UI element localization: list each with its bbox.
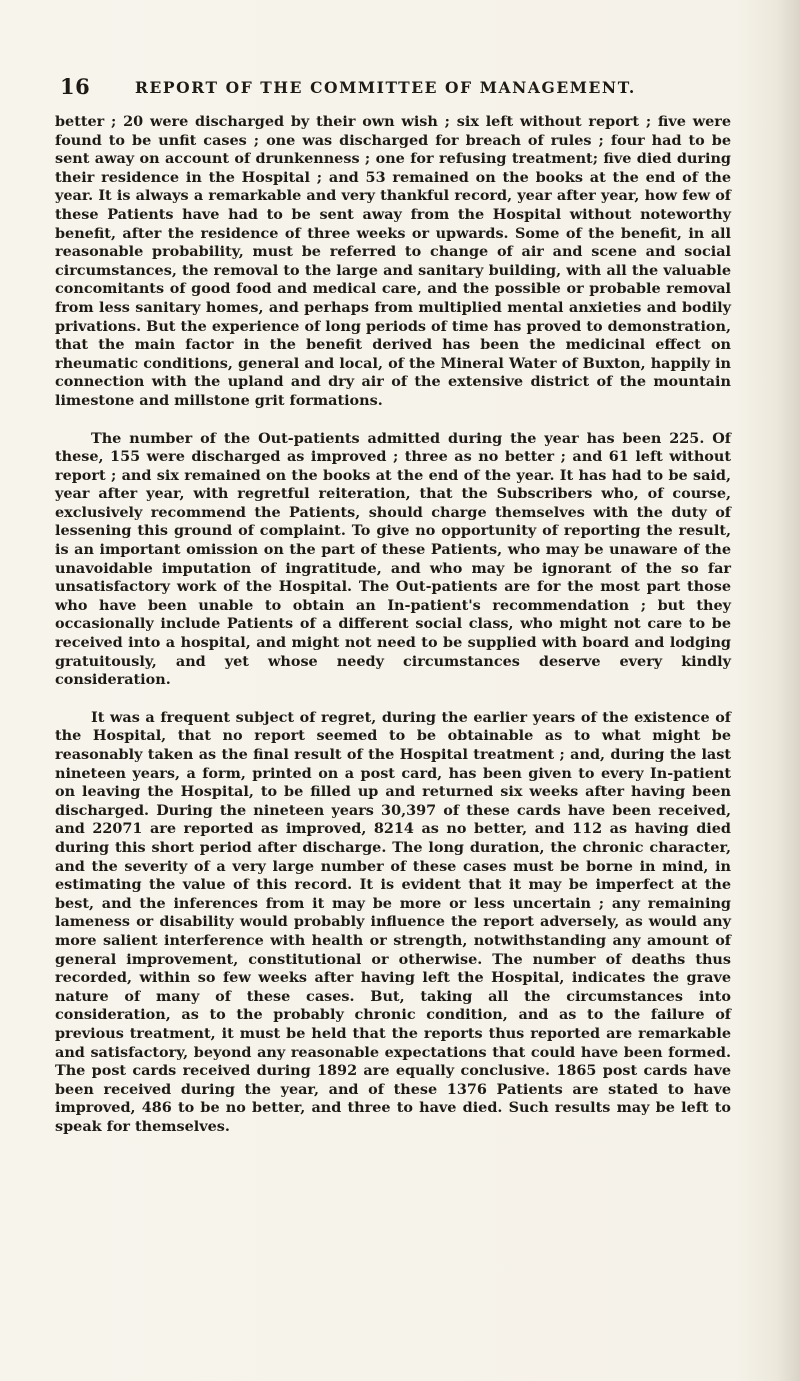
- paragraph-out-patients: The number of the Out-patients admitted during the year has been 225. Of these, 155 were discharged as improved ; three as no better ; and 61 left without report ; and six remained on the books at the end of the year. It has had to be said, year after year, with regretful reiteration, that the Subscribers who, of course, exclusively recommend the Patients, should charge themselves with the duty of lessening this ground of complaint. To give no opportunity of reporting the result, is an important omission on the part of these Patients, who may be unaware of the unavoidable imputation of ingratitude, and who may be ignorant of the so far unsatisfactory work of the Hospital. The Out-patients are for the most part those who have been unable to obtain an In-patient's recommendation ; but they occasionally include Patients of a different social class, who might not care to be received into a hospital, and might not need to be supplied with board and lodging gratuitously, and yet whose needy circumstances deserve every kindly consideration.: [55, 429, 731, 689]
- running-head: REPORT OF THE COMMITTEE OF MANAGEMENT.: [135, 78, 636, 97]
- body-text: [55, 113, 731, 1155]
- page-header: [60, 74, 740, 108]
- paragraph-continued: better ; 20 were discharged by their own wish ; six left without report ; five were found to be unfit cases ; one was discharged for breach of rules ; four had to be sent away on account of drunkenness ; one for refusing treatment; five died during their residence in the Hospital ; and 53 remained on the books at the end of the year. It is always a remarkable and very thankful record, year after year, how few of these Patients have had to be sent away from the Hospital without noteworthy benefit, after the residence of three weeks or upwards. Some of the benefit, in all reasonable probability, must be referred to change of air and scene and social circumstances, the removal to the large and sanitary building, with all the valuable concomitants of good food and medical care, and the possible or probable removal from less sanitary homes, and perhaps from multiplied mental anxieties and bodily privations. But the experience of long periods of time has proved to demonstration, that the main factor in the benefit derived has been the medicinal effect on rheumatic conditions, general and local, of the Mineral Water of Buxton, happily in connection with the upland and dry air of the extensive district of the mountain limestone and millstone grit formations.: [55, 113, 731, 409]
- page-number: 16: [60, 74, 91, 99]
- paragraph-post-card-reports: It was a frequent subject of regret, during the earlier years of the existence of the Hospital, that no report seemed to be obtainable as to what might be reasonably taken as the final result of the Hospital treatment ; and, during the last nineteen years, a form, printed on a post card, has been given to every In-patient on leaving the Hospital, to be filled up and returned six weeks after having been discharged. During the nineteen years 30,397 of these cards have been received, and 22071 are reported as improved, 8214 as no better, and 112 as having died during this short period after discharge. The long duration, the chronic character, and the severity of a very large number of these cases must be borne in mind, in estimating the value of this record. It is evident that it may be imperfect at the best, and the inferences from it may be more or less uncertain ; any remaining lameness or disability would probably influence the report adversely, as would any more salient interference with health or strength, notwithstanding any amount of general improvement, constitutional or otherwise. The number of deaths thus recorded, within so few weeks after having left the Hospital, indicates the grave nature of many of these cases. But, taking all the circumstances into consideration, as to the probably chronic condition, and as to the failure of previous treatment, it must be held that the reports thus reported are remarkable and satisfactory, beyond any reasonable expectations that could have been formed. The post cards received during 1892 are equally conclusive. 1865 post cards have been received during the year, and of these 1376 Patients are stated to have improved, 486 to be no better, and three to have died. Such results may be left to speak for themselves.: [55, 708, 731, 1135]
